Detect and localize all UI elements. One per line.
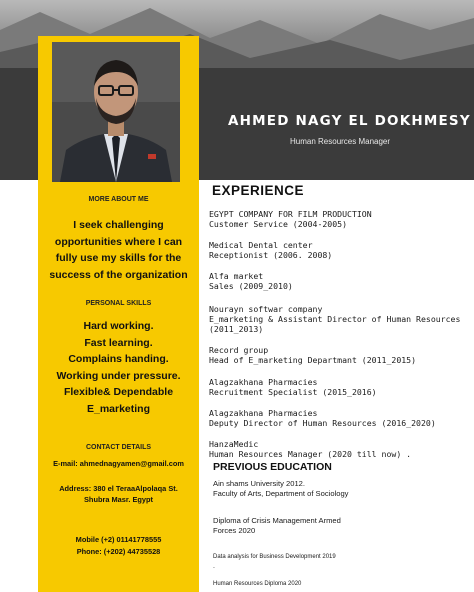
job-title: Human Resources Manager xyxy=(290,137,391,146)
experience-company: EGYPT COMPANY FOR FILM PRODUCTION xyxy=(209,209,372,219)
experience-entry xyxy=(209,377,471,397)
experience-entry xyxy=(209,209,471,229)
education-line: Human Resources Diploma 2020 xyxy=(213,581,302,587)
experience-entry xyxy=(209,408,471,428)
about-heading: MORE ABOUT ME xyxy=(88,196,149,203)
experience-role: E_marketing & Assistant Director of Human Resources xyxy=(209,314,461,325)
experience-role: Recruitment Specialist (2015_2016) xyxy=(209,387,377,398)
contact-heading: CONTACT DETAILS xyxy=(85,444,152,451)
education-line: . xyxy=(213,563,215,570)
experience-role: Head of E_marketing Departmant (2011_2015) xyxy=(209,355,417,366)
address-line: Address: 380 el TeraaAlpolaqa St. xyxy=(59,484,178,493)
education-entry xyxy=(213,479,463,499)
experience-heading: EXPERIENCE xyxy=(212,183,305,198)
about-line: fully use my skills for the xyxy=(55,252,182,264)
about-text xyxy=(38,217,199,283)
skill-item: E_marketing xyxy=(86,402,151,415)
experience-company: Alagzakhana Pharmacies xyxy=(209,408,318,418)
education-entry xyxy=(213,553,463,561)
skills-list xyxy=(38,318,199,417)
experience-company: Record group xyxy=(209,345,269,355)
education-line: Ain shams University 2012. xyxy=(213,479,306,488)
education-entry xyxy=(213,516,463,536)
contact-email: E-mail: ahmednagyamen@gmail.com xyxy=(53,459,184,468)
contact-address xyxy=(38,483,199,505)
experience-dates: (2011_2013) xyxy=(209,324,264,335)
experience-role: Deputy Director of Human Resources (2016_2020) xyxy=(209,418,436,429)
education-line: Forces 2020 xyxy=(213,526,256,535)
experience-company: Alfa market xyxy=(209,271,264,281)
skill-item: Working under pressure. xyxy=(56,369,181,382)
experience-entry xyxy=(209,304,471,335)
experience-role: Human Resources Manager (2020 till now) . xyxy=(209,449,412,460)
skill-item: Complains handing. xyxy=(68,353,169,365)
contact-phone: Phone: (+202) 44735528 xyxy=(76,547,161,556)
experience-role: Sales (2009_2010) xyxy=(209,281,293,292)
address-line: Shubra Masr. Egypt xyxy=(84,495,153,504)
portrait-illustration xyxy=(52,42,180,182)
education-line: Faculty of Arts, Department of Sociology xyxy=(213,489,349,498)
education-line: Diploma of Crisis Management Armed xyxy=(213,516,341,525)
experience-company: HanzaMedic xyxy=(209,439,259,449)
experience-company: Medical Dental center xyxy=(209,240,313,250)
profile-photo xyxy=(52,42,180,182)
education-line: Data analysis for Business Development 2019 xyxy=(213,554,336,560)
education-entry xyxy=(213,563,463,571)
about-line: success of the organization xyxy=(49,268,188,281)
about-line: I seek challenging xyxy=(73,219,164,231)
skill-item: Flexible& Dependable xyxy=(63,386,174,398)
about-line: opportunities where I can xyxy=(54,235,183,248)
experience-company: Alagzakhana Pharmacies xyxy=(209,377,318,387)
experience-entry xyxy=(209,345,471,365)
skill-item: Fast learning. xyxy=(84,336,153,349)
experience-entry xyxy=(209,439,471,459)
experience-entry xyxy=(209,240,471,260)
education-entry xyxy=(213,580,463,588)
experience-role: Receptionist (2006. 2008) xyxy=(209,250,333,261)
person-name: AHMED NAGY EL DOKHMESY xyxy=(228,113,471,129)
experience-role: Customer Service (2004-2005) xyxy=(209,219,348,230)
education-heading: PREVIOUS EDUCATION xyxy=(213,461,332,473)
experience-company: Nourayn softwar company xyxy=(209,304,323,314)
experience-entry xyxy=(209,271,471,291)
skills-heading: PERSONAL SKILLS xyxy=(85,300,152,307)
contact-mobile: Mobile (+2) 01141778555 xyxy=(75,535,162,544)
skill-item: Hard working. xyxy=(83,320,154,332)
